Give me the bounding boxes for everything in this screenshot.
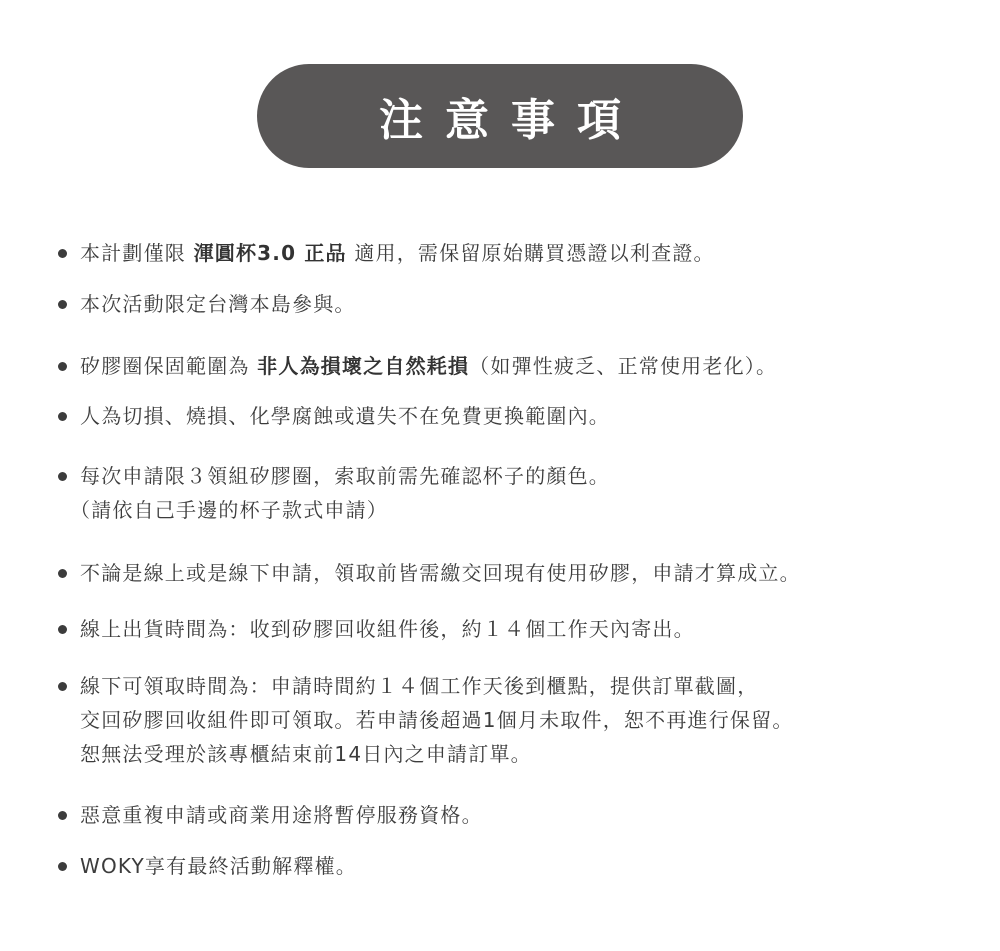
text-segment: （如彈性疲乏、正常使用老化）。 xyxy=(469,354,778,378)
list-item-text: 惡意重複申請或商業用途將暫停服務資格。 xyxy=(80,803,483,827)
list-item xyxy=(58,612,978,646)
list-item-text: 每次申請限３領組矽膠圈，索取前需先確認杯子的顏色。 xyxy=(80,464,610,488)
text-segment: 矽膠圈保固範圍為 xyxy=(80,354,258,378)
bullet-icon xyxy=(58,569,67,578)
text-segment: 適用，需保留原始購買憑證以利查證。 xyxy=(346,241,715,265)
list-item xyxy=(58,849,978,883)
highlight-text: 非人為損壞之自然耗損 xyxy=(257,354,470,378)
list-item-text xyxy=(58,349,978,383)
list-item xyxy=(58,556,978,590)
list-item-text: 本次活動限定台灣本島參與。 xyxy=(80,292,356,316)
bullet-icon xyxy=(58,412,67,421)
list-item-text: 交回矽膠回收組件即可領取。若申請後超過1個月未取件，恕不再進行保留。 xyxy=(80,708,794,732)
list-item-text: 不論是線上或是線下申請，領取前皆需繳交回現有使用矽膠，申請才算成立。 xyxy=(80,561,801,585)
bullet-icon xyxy=(58,249,67,258)
bullet-icon xyxy=(58,472,67,481)
bullet-icon xyxy=(58,682,67,691)
list-item xyxy=(58,798,978,832)
list-item-subtext: （請依自己手邊的杯子款式申請） xyxy=(70,498,388,522)
list-item xyxy=(58,349,978,383)
bullet-icon xyxy=(58,362,67,371)
list-item xyxy=(58,236,978,270)
page-title: 注意事項 xyxy=(379,95,643,146)
list-item xyxy=(58,669,978,771)
list-item-text xyxy=(58,236,978,270)
list-item xyxy=(58,459,978,527)
list-item-text: 線下可領取時間為：申請時間約１４個工作天後到櫃點，提供訂單截圖， xyxy=(80,674,759,698)
bullet-icon xyxy=(58,811,67,820)
bullet-icon xyxy=(58,862,67,871)
highlight-text: 渾圓杯3.0 正品 xyxy=(193,241,347,265)
list-item-text: 人為切損、燒損、化學腐蝕或遺失不在免費更換範圍內。 xyxy=(80,404,610,428)
bullet-icon xyxy=(58,300,67,309)
list-item-text: WOKY享有最終活動解釋權。 xyxy=(80,854,357,878)
bullet-icon xyxy=(58,625,67,634)
list-item xyxy=(58,287,978,321)
list-item-text: 恕無法受理於該專櫃結束前14日內之申請訂單。 xyxy=(80,742,532,766)
list-item xyxy=(58,399,978,433)
list-item-text: 線上出貨時間為：收到矽膠回收組件後，約１４個工作天內寄出。 xyxy=(80,617,695,641)
text-segment: 本計劃僅限 xyxy=(80,241,194,265)
